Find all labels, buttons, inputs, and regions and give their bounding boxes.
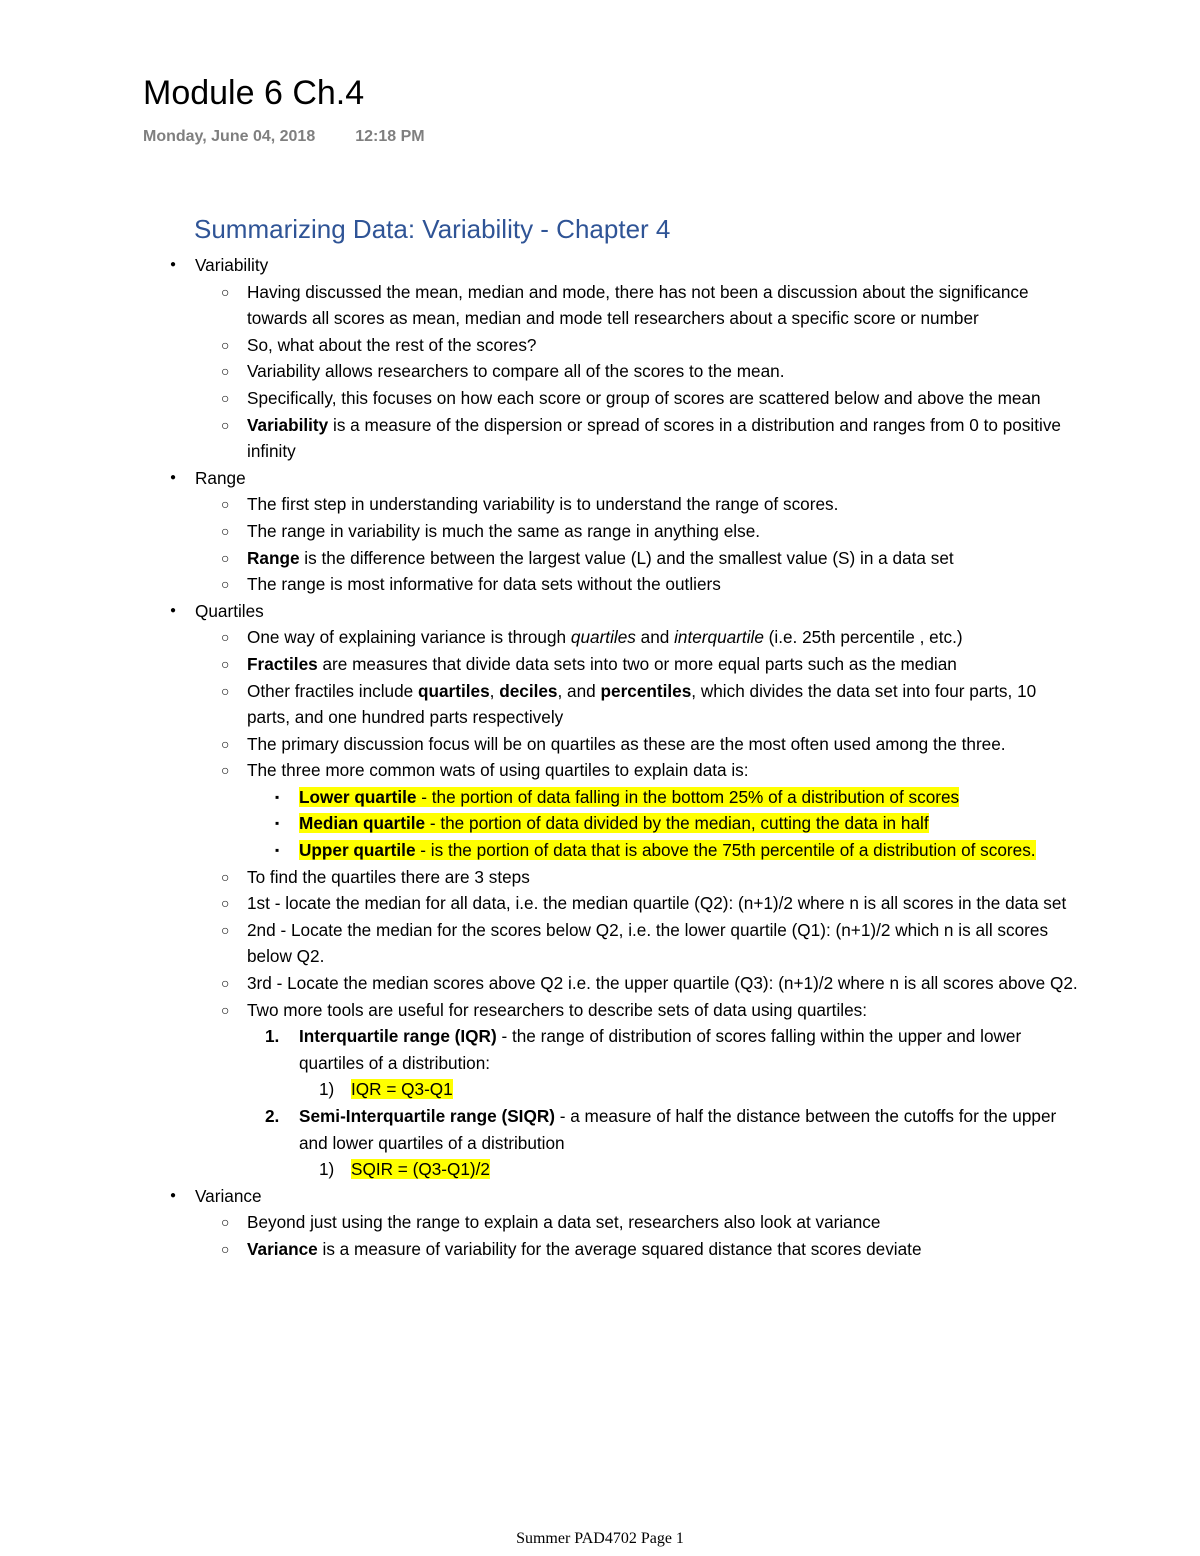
list-item: ○ The range in variability is much the same as range in anything else.	[195, 518, 1080, 545]
numbered-item-iqr	[247, 1023, 1080, 1103]
definition-text: is the difference between the largest value (L) and the smallest value (S) in a data set	[299, 547, 954, 568]
term-fractiles: Fractiles	[247, 653, 318, 674]
page-timestamp	[143, 128, 425, 146]
formula-item	[299, 1076, 1080, 1103]
list-item	[195, 1236, 1080, 1263]
list-item	[195, 624, 1080, 651]
list-item-variability	[160, 252, 1080, 465]
formula-item	[299, 1156, 1080, 1183]
term-interquartile: interquartile	[674, 627, 764, 648]
term-percentiles: percentiles	[600, 680, 692, 701]
term-lower-quartile: Lower quartile	[299, 786, 417, 807]
list-item: ○ So, what about the rest of the scores?	[195, 332, 1080, 359]
list-item: ○ 2nd - Locate the median for the scores below Q2, i.e. the lower quartile (Q1): (n+1)/2 which n is all scores below Q2.	[195, 917, 1080, 970]
list-item: ○ The range is most informative for data sets without the outliers	[195, 571, 1080, 598]
list-item-label: Quartiles	[195, 600, 264, 621]
sub-list	[195, 1209, 1080, 1262]
list-item	[195, 678, 1080, 731]
definition-text: - the portion of data divided by the median, cutting the data in half	[425, 813, 929, 834]
text-run: Other fractiles include	[247, 680, 418, 701]
sub-list	[195, 491, 1080, 597]
highlighted-list	[247, 784, 1080, 864]
list-item-quartiles	[160, 598, 1080, 1183]
highlight	[299, 840, 1036, 860]
text-run: One way of explaining variance is through	[247, 627, 571, 648]
term-siqr: Semi-Interquartile range (SIQR)	[299, 1106, 555, 1126]
text-run: , which divides the data set into four parts, 10 parts, and one hundred parts respectively	[247, 680, 1037, 728]
term-iqr: Interquartile range (IQR)	[299, 1026, 497, 1047]
page-time: 12:18 PM	[355, 128, 425, 145]
highlight	[299, 787, 959, 807]
definition-text: are measures that divide data sets into two or more equal parts such as the median	[317, 653, 957, 674]
definition-text: - the range of distribution of scores falling within the upper and lower quartiles of a distribution:	[299, 1026, 1022, 1073]
text-run: ,	[489, 680, 500, 701]
text-run: Two more tools are useful for researchers to describe sets of data using quartiles:	[247, 999, 868, 1020]
definition-text: is a measure of variability for the average squared distance that scores deviate	[317, 1238, 922, 1259]
list-item-label: Range	[195, 467, 246, 488]
page-title: Module 6 Ch.4	[143, 74, 365, 112]
definition-text: is a measure of the dispersion or spread of scores in a distribution and ranges from 0 to positive infinity	[247, 414, 1061, 462]
list-item	[195, 651, 1080, 678]
list-item: ○ The first step in understanding variability is to understand the range of scores.	[195, 491, 1080, 518]
list-item	[195, 757, 1080, 863]
list-item	[195, 997, 1080, 1183]
definition-text: - is the portion of data that is above the 75th percentile of a distribution of scores.	[415, 840, 1036, 861]
list-item-lower-quartile	[247, 784, 1080, 811]
numbered-list	[247, 1023, 1080, 1183]
term-variance: Variance	[247, 1238, 318, 1259]
text-run: The three more common wats of using quartiles to explain data is:	[247, 760, 749, 781]
text-run: , and	[557, 680, 601, 701]
list-item	[195, 545, 1080, 572]
term-median-quartile: Median quartile	[299, 813, 426, 834]
highlight	[299, 813, 929, 833]
list-item: ○ 3rd - Locate the median scores above Q2 i.e. the upper quartile (Q3): (n+1)/2 where n is all scores above Q2.	[195, 970, 1080, 997]
numbered-item-siqr	[247, 1103, 1080, 1183]
list-item-label: Variability	[195, 255, 269, 275]
list-item-range	[160, 465, 1080, 598]
list-item: ○ Beyond just using the range to explain a data set, researchers also look at variance	[195, 1209, 1080, 1236]
definition-text: - a measure of half the distance between the cutoffs for the upper and lower quartiles of a distribution	[299, 1106, 1057, 1153]
term-variability: Variability	[247, 414, 329, 435]
formula-iqr: IQR = Q3-Q1	[351, 1079, 453, 1100]
term-quartiles-bold: quartiles	[418, 680, 490, 701]
list-item-upper-quartile	[247, 837, 1080, 864]
formula-list	[299, 1076, 1080, 1103]
list-item	[195, 412, 1080, 465]
list-item: ○ Having discussed the mean, median and mode, there has not been a discussion about the significance towards all scores as mean, median and mode tell researchers about a specific score or number	[195, 279, 1080, 332]
sub-list	[195, 279, 1080, 465]
formula-list	[299, 1156, 1080, 1183]
top-level-list	[160, 252, 1080, 1263]
sub-list	[195, 624, 1080, 1182]
list-item-median-quartile	[247, 810, 1080, 837]
notes-body	[160, 252, 1080, 1263]
page-footer: Summer PAD4702 Page 1	[516, 1530, 684, 1547]
list-item: ○ Variability allows researchers to compare all of the scores to the mean.	[195, 358, 1080, 385]
section-heading: Summarizing Data: Variability - Chapter 4	[194, 214, 671, 244]
list-item: ○ To find the quartiles there are 3 steps	[195, 864, 1080, 891]
term-upper-quartile: Upper quartile	[299, 840, 416, 861]
page-date: Monday, June 04, 2018	[143, 128, 316, 145]
list-item: ○ The primary discussion focus will be on quartiles as these are the most often used among the three.	[195, 731, 1080, 758]
formula-siqr: SQIR = (Q3-Q1)/2	[351, 1159, 490, 1180]
list-item-label: Variance	[195, 1185, 262, 1206]
term-deciles: deciles	[499, 680, 558, 701]
text-run: (i.e. 25th percentile , etc.)	[763, 627, 963, 648]
list-item: ○ 1st - locate the median for all data, i.e. the median quartile (Q2): (n+1)/2 where n is all scores in the data set	[195, 890, 1080, 917]
text-run: and	[635, 627, 675, 648]
term-range: Range	[247, 547, 300, 568]
list-item-variance	[160, 1183, 1080, 1263]
list-item: ○ Specifically, this focuses on how each score or group of scores are scattered below and above the mean	[195, 385, 1080, 412]
definition-text: - the portion of data falling in the bottom 25% of a distribution of scores	[416, 786, 960, 807]
term-quartiles: quartiles	[570, 627, 636, 648]
